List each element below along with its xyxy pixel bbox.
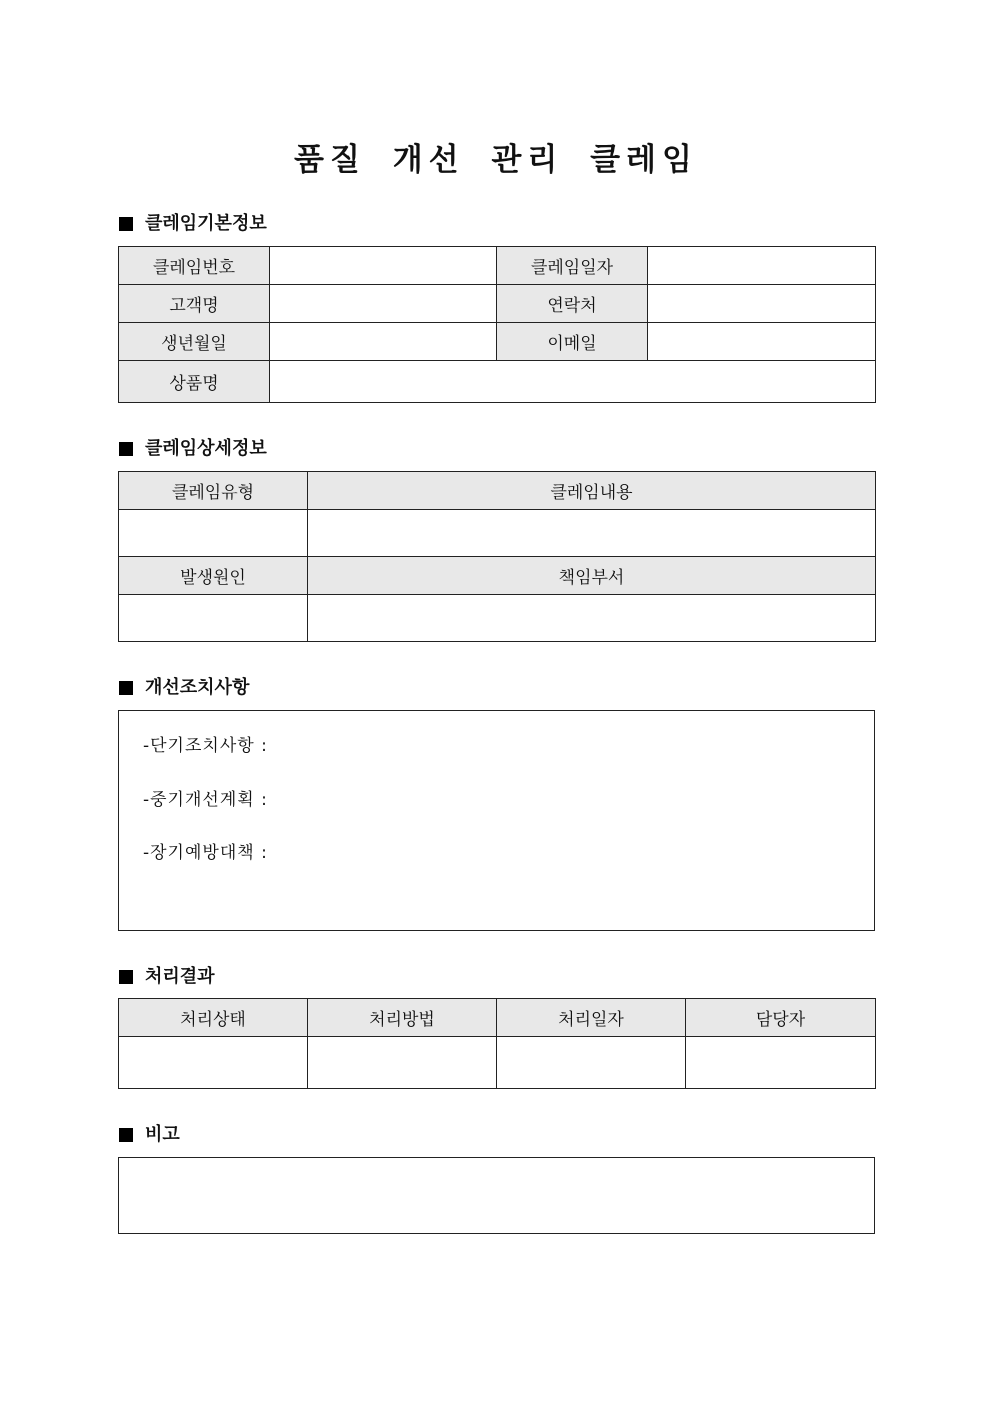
mid-term-plan-line: -중기개선계획 : [143, 790, 268, 810]
section-heading-measures [119, 676, 249, 700]
product-name-field[interactable] [270, 361, 876, 403]
claim-date-label: 클레임일자 [497, 247, 648, 285]
section-heading-remarks [119, 1123, 180, 1147]
measures-box[interactable] [118, 710, 875, 931]
section-heading-result-text: 처리결과 [145, 966, 215, 987]
claim-date-field[interactable] [648, 247, 876, 285]
section-heading-basic-text: 클레임기본정보 [145, 213, 267, 234]
process-status-field[interactable] [119, 1037, 308, 1089]
cause-field[interactable] [119, 595, 308, 642]
square-bullet-icon [119, 217, 133, 231]
claim-content-label: 클레임내용 [308, 472, 876, 510]
claim-number-label: 클레임번호 [119, 247, 270, 285]
section-heading-detail-text: 클레임상세정보 [145, 438, 267, 459]
manager-field[interactable] [686, 1037, 876, 1089]
product-name-label: 상품명 [119, 361, 270, 403]
square-bullet-icon [119, 1128, 133, 1142]
birthdate-label: 생년월일 [119, 323, 270, 361]
section-heading-result [119, 965, 215, 989]
detail-info-table [118, 471, 876, 642]
result-table [118, 998, 876, 1089]
section-heading-detail [119, 437, 267, 461]
claim-type-field[interactable] [119, 510, 308, 557]
remarks-box[interactable] [118, 1157, 875, 1234]
claim-type-label: 클레임유형 [119, 472, 308, 510]
cause-label: 발생원인 [119, 557, 308, 595]
customer-name-field[interactable] [270, 285, 497, 323]
email-label: 이메일 [497, 323, 648, 361]
section-heading-measures-text: 개선조치사항 [145, 677, 250, 698]
responsible-dept-label: 책임부서 [308, 557, 876, 595]
page-title: 품질 개선 관리 클레임 [294, 142, 698, 178]
process-method-field[interactable] [308, 1037, 497, 1089]
short-term-measure-line: -단기조치사항 : [143, 736, 268, 756]
long-term-prevention-line: -장기예방대책 : [143, 843, 268, 863]
square-bullet-icon [119, 970, 133, 984]
responsible-dept-field[interactable] [308, 595, 876, 642]
email-field[interactable] [648, 323, 876, 361]
birthdate-field[interactable] [270, 323, 497, 361]
process-status-label: 처리상태 [119, 999, 308, 1037]
square-bullet-icon [119, 442, 133, 456]
contact-label: 연락처 [497, 285, 648, 323]
claim-number-field[interactable] [270, 247, 497, 285]
process-date-field[interactable] [497, 1037, 686, 1089]
process-method-label: 처리방법 [308, 999, 497, 1037]
square-bullet-icon [119, 681, 133, 695]
section-heading-basic [119, 212, 267, 236]
process-date-label: 처리일자 [497, 999, 686, 1037]
claim-content-field[interactable] [308, 510, 876, 557]
section-heading-remarks-text: 비고 [145, 1124, 180, 1145]
basic-info-table [118, 246, 876, 403]
manager-label: 담당자 [686, 999, 876, 1037]
customer-name-label: 고객명 [119, 285, 270, 323]
contact-field[interactable] [648, 285, 876, 323]
